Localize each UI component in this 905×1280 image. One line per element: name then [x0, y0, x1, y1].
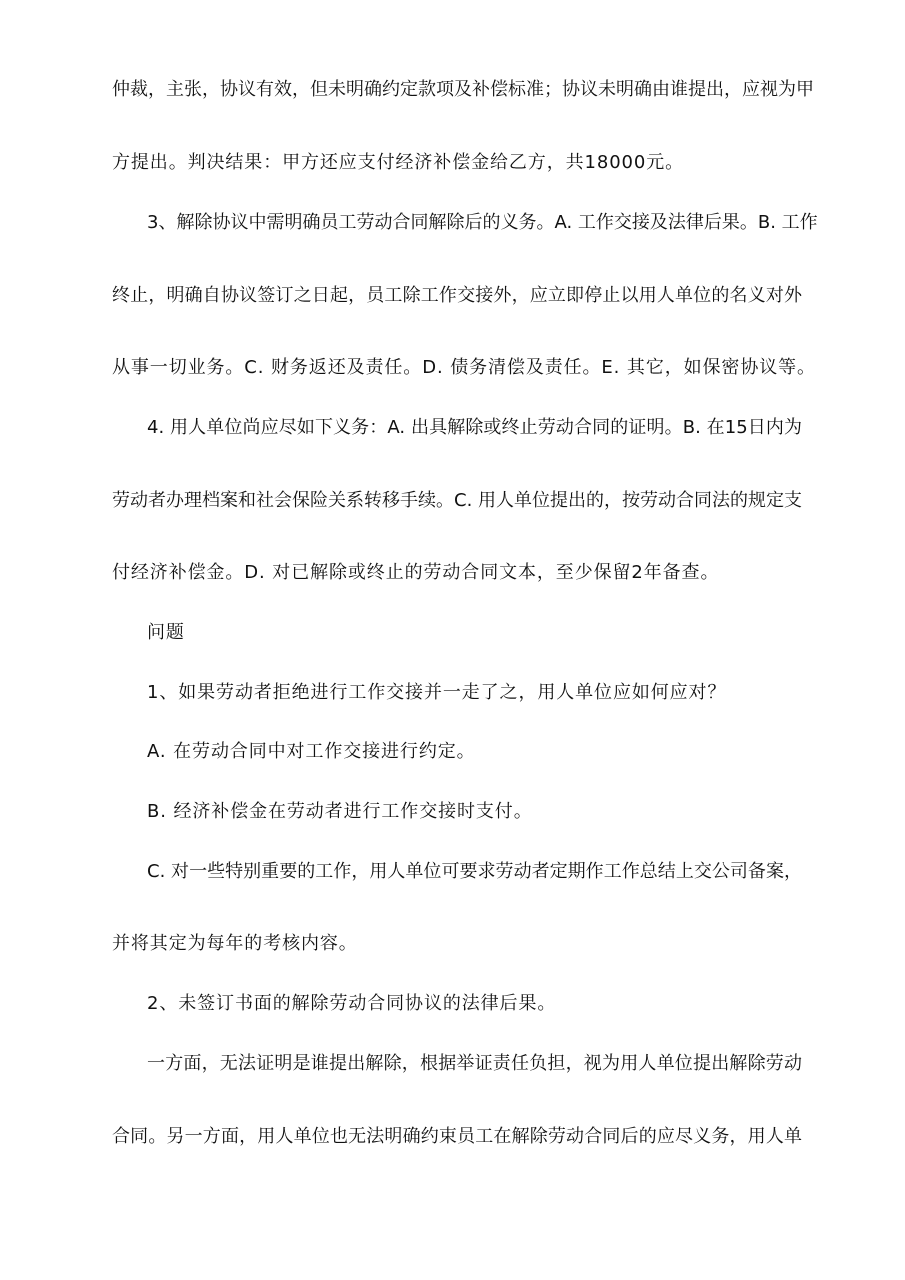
text-line: 付经济补偿金。D. 对已解除或终止的劳动合同文本，至少保留2年备查。	[112, 562, 720, 583]
section-heading: 问题	[147, 622, 185, 643]
text-line: 从事一切业务。C. 财务返还及责任。D. 债务清偿及责任。E. 其它，如保密协议等。	[112, 357, 816, 378]
text-line: 3、解除协议中需明确员工劳动合同解除后的义务。A. 工作交接及法律后果。B. 工作	[147, 212, 818, 233]
text-line: 一方面，无法证明是谁提出解除，根据举证责任负担，视为用人单位提出解除劳动	[147, 1053, 802, 1074]
answer-option: B. 经济补偿金在劳动者进行工作交接时支付。	[147, 801, 533, 822]
text-line: 终止，明确自协议签订之日起，员工除工作交接外，应立即停止以用人单位的名义对外	[112, 285, 802, 306]
text-line: 方提出。判决结果：甲方还应支付经济补偿金给乙方，共18000元。	[112, 152, 685, 173]
text-line: 并将其定为每年的考核内容。	[112, 933, 358, 954]
text-line: 4. 用人单位尚应尽如下义务：A. 出具解除或终止劳动合同的证明。B. 在15日内为	[147, 417, 802, 438]
question-line: 2、未签订书面的解除劳动合同协议的法律后果。	[147, 993, 557, 1014]
text-line: 仲裁，主张，协议有效，但未明确约定款项及补偿标准；协议未明确由谁提出，应视为甲	[112, 79, 814, 100]
answer-option: C. 对一些特别重要的工作，用人单位可要求劳动者定期作工作总结上交公司备案，	[147, 861, 802, 882]
answer-option: A. 在劳动合同中对工作交接进行约定。	[147, 741, 476, 762]
question-line: 1、如果劳动者拒绝进行工作交接并一走了之，用人单位应如何应对？	[147, 682, 727, 703]
text-line: 合同。另一方面，用人单位也无法明确约束员工在解除劳动合同后的应尽义务，用人单	[112, 1126, 802, 1147]
text-line: 劳动者办理档案和社会保险关系转移手续。C. 用人单位提出的，按劳动合同法的规定支	[112, 490, 803, 511]
